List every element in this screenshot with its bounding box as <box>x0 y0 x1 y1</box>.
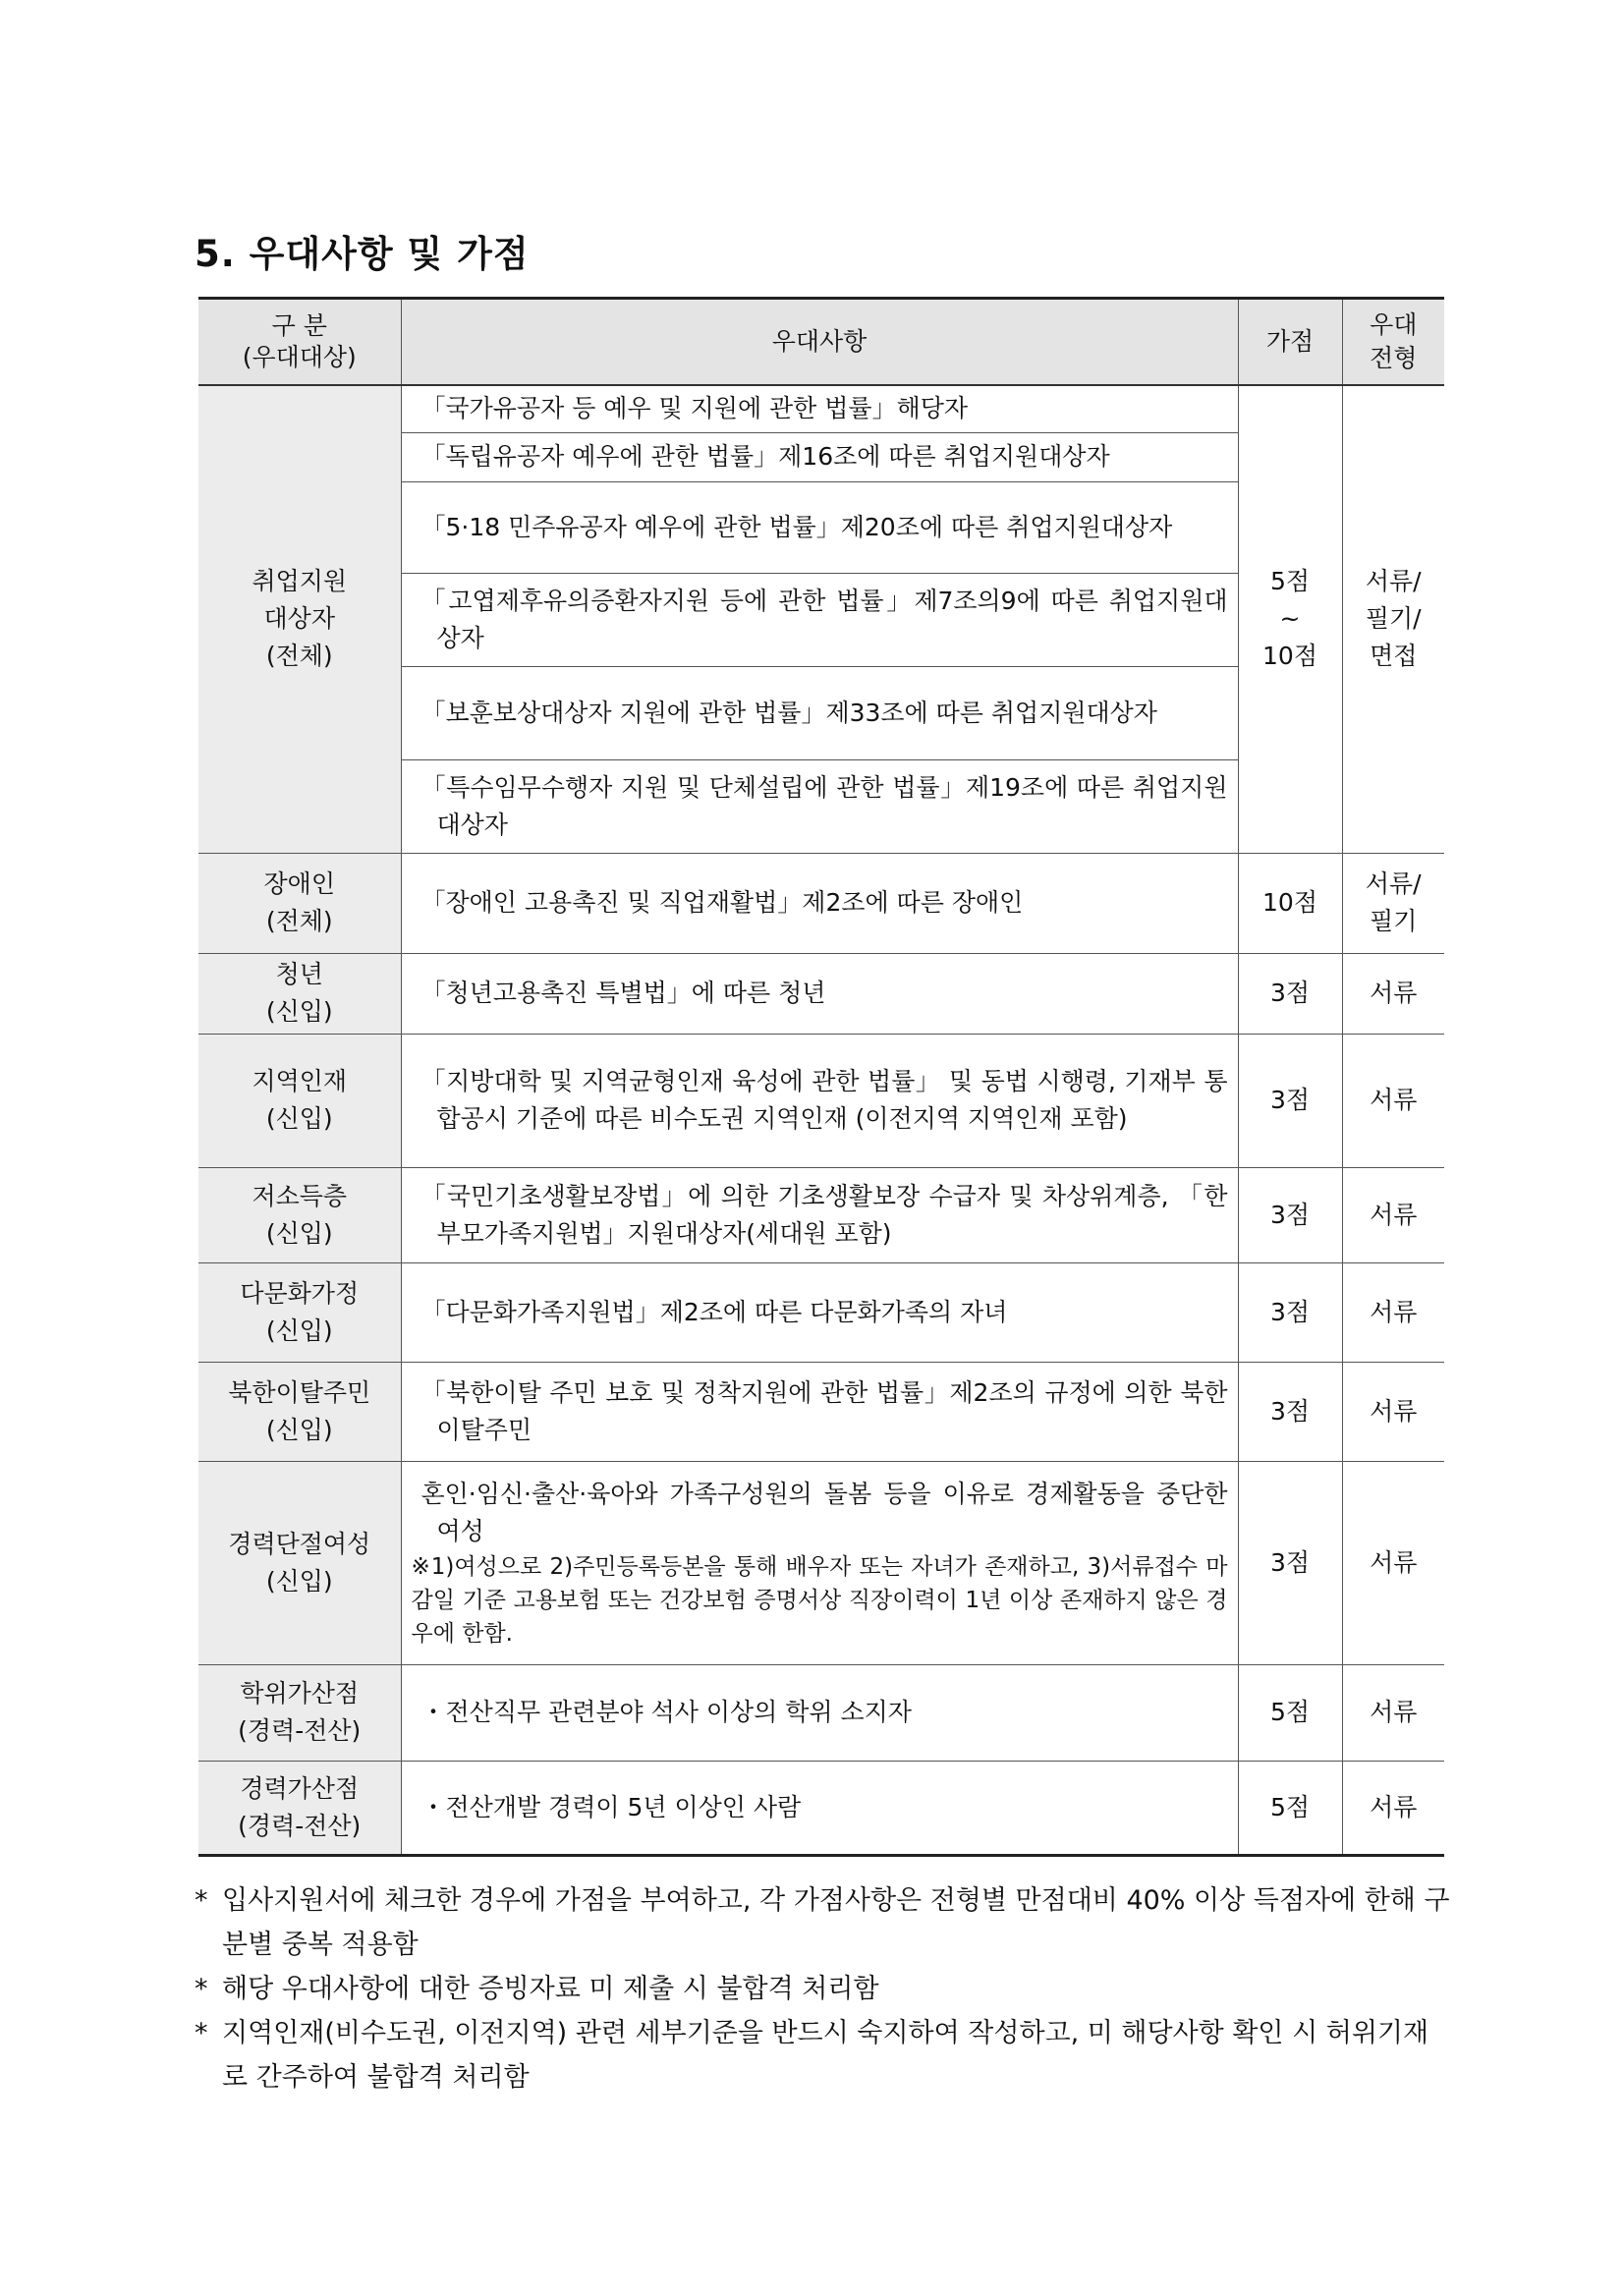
stage-cell: 서류 <box>1342 1461 1444 1664</box>
table-row <box>198 1262 1444 1362</box>
table-row <box>198 1362 1444 1461</box>
footnote <box>195 2011 1452 2100</box>
item-cell: 「장애인 고용촉진 및 직업재활법」제2조에 따른 장애인 <box>401 853 1238 953</box>
points-cell: 5점 <box>1238 1664 1342 1761</box>
section-title: 5. 우대사항 및 가점 <box>195 233 530 275</box>
item-cell: 「보훈보상대상자 지원에 관한 법률」제33조에 따른 취업지원대상자 <box>401 666 1238 759</box>
points-cell: 3점 <box>1238 1461 1342 1664</box>
table-row <box>198 1034 1444 1167</box>
category-cell: 다문화가정 (신입) <box>198 1262 401 1362</box>
item-cell: 「다문화가족지원법」제2조에 따른 다문화가족의 자녀 <box>401 1262 1238 1362</box>
header-stage: 우대 전형 <box>1342 299 1444 386</box>
category-cell: 경력단절여성 (신입) <box>198 1461 401 1664</box>
category-cell: 장애인 (전체) <box>198 853 401 953</box>
points-cell: 3점 <box>1238 1262 1342 1362</box>
footnote <box>195 1967 1452 2011</box>
points-cell: 5점 <box>1238 1761 1342 1855</box>
stage-cell: 서류 <box>1342 1262 1444 1362</box>
item-cell: 「국가유공자 등 예우 및 지원에 관한 법률」해당자 <box>401 385 1238 432</box>
category-cell: 저소득층 (신입) <box>198 1167 401 1262</box>
footnote <box>195 1878 1452 1967</box>
item-cell: 「청년고용촉진 특별법」에 따른 청년 <box>401 953 1238 1034</box>
item-cell: 「북한이탈 주민 보호 및 정착지원에 관한 법률」제2조의 규정에 의한 북한 이탈주민 <box>401 1362 1238 1461</box>
item-cell: 「고엽제후유의증환자지원 등에 관한 법률」제7조의9에 따른 취업지원대상자 <box>401 573 1238 666</box>
table-row <box>198 385 1444 432</box>
header-content: 우대사항 <box>401 299 1238 386</box>
stage-cell: 서류 <box>1342 1362 1444 1461</box>
footnote-marker: * <box>195 1974 208 2004</box>
points-cell: 3점 <box>1238 1167 1342 1262</box>
footnotes <box>195 1878 1452 2100</box>
header-category: 구 분 (우대대상) <box>198 299 401 386</box>
category-cell: 북한이탈주민 (신입) <box>198 1362 401 1461</box>
stage-cell: 서류 <box>1342 1761 1444 1855</box>
table-row <box>198 1664 1444 1761</box>
item-cell: 「특수임무수행자 지원 및 단체설립에 관한 법률」제19조에 따른 취업지원대상자 <box>401 759 1238 853</box>
stage-cell: 서류 <box>1342 953 1444 1034</box>
table-row <box>198 1461 1444 1664</box>
points-cell: 5점 ~ 10점 <box>1238 385 1342 853</box>
preference-table <box>198 297 1444 1857</box>
footnote-marker: * <box>195 1885 208 1916</box>
category-cell: 경력가산점 (경력-전산) <box>198 1761 401 1855</box>
item-cell: 「독립유공자 예우에 관한 법률」제16조에 따른 취업지원대상자 <box>401 432 1238 481</box>
item-cell: 「지방대학 및 지역균형인재 육성에 관한 법률」 및 동법 시행령, 기재부 통합공시 기준에 따른 비수도권 지역인재 (이전지역 지역인재 포함) <box>401 1034 1238 1167</box>
points-cell: 10점 <box>1238 853 1342 953</box>
table-row <box>198 953 1444 1034</box>
header-points: 가점 <box>1238 299 1342 386</box>
table-header-row <box>198 299 1444 386</box>
item-cell: ・전산개발 경력이 5년 이상인 사람 <box>401 1761 1238 1855</box>
points-cell: 3점 <box>1238 1034 1342 1167</box>
footnote-text: 입사지원서에 체크한 경우에 가점을 부여하고, 각 가점사항은 전형별 만점대비 40% 이상 득점자에 한해 구분별 중복 적용함 <box>222 1885 1450 1960</box>
stage-cell: 서류/ 필기 <box>1342 853 1444 953</box>
footnote-text: 해당 우대사항에 대한 증빙자료 미 제출 시 불합격 처리함 <box>222 1974 879 2004</box>
item-cell: 「국민기초생활보장법」에 의한 기초생활보장 수급자 및 차상위계층, 「한부모가족지원법」지원대상자(세대원 포함) <box>401 1167 1238 1262</box>
category-cell: 학위가산점 (경력-전산) <box>198 1664 401 1761</box>
stage-cell: 서류/ 필기/ 면접 <box>1342 385 1444 853</box>
points-cell: 3점 <box>1238 1362 1342 1461</box>
stage-cell: 서류 <box>1342 1167 1444 1262</box>
eligibility-note: ※1)여성으로 2)주민등록등본을 통해 배우자 또는 자녀가 존재하고, 3)서류접수 마감일 기준 고용보험 또는 건강보험 증명서상 직장이력이 1년 이상 존재하지 않은 경우에 한함. <box>411 1553 1228 1647</box>
item-cell: ・전산직무 관련분야 석사 이상의 학위 소지자 <box>401 1664 1238 1761</box>
table-row <box>198 1167 1444 1262</box>
item-cell: 「5·18 민주유공자 예우에 관한 법률」제20조에 따른 취업지원대상자 <box>401 481 1238 573</box>
stage-cell: 서류 <box>1342 1664 1444 1761</box>
points-cell: 3점 <box>1238 953 1342 1034</box>
table-row <box>198 1761 1444 1855</box>
category-cell: 청년 (신입) <box>198 953 401 1034</box>
category-cell: 지역인재 (신입) <box>198 1034 401 1167</box>
footnote-text: 지역인재(비수도권, 이전지역) 관련 세부기준을 반드시 숙지하여 작성하고, 미 해당사항 확인 시 허위기재로 간주하여 불합격 처리함 <box>222 2018 1429 2093</box>
footnote-marker: * <box>195 2018 208 2048</box>
category-cell: 취업지원 대상자 (전체) <box>198 385 401 853</box>
item-cell: 혼인·임신·출산·육아와 가족구성원의 돌봄 등을 이유로 경제활동을 중단한 여성 ※1)여성으로 2)주민등록등본을 통해 배우자 또는 자녀가 존재하고, 3)서류접수 마감일 기준 고용보험 또는 건강보험 증명서상 직장이력이 1년 이상 존재하지 않은 경우에 한함. <box>401 1461 1238 1664</box>
table-row <box>198 853 1444 953</box>
stage-cell: 서류 <box>1342 1034 1444 1167</box>
